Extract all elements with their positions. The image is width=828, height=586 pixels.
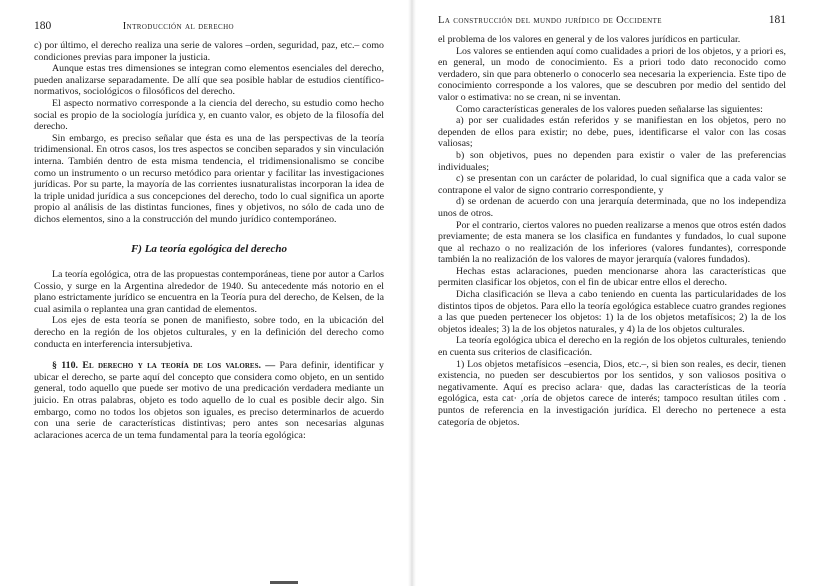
paragraph: Los ejes de esta teoría se ponen de manifiesto, sobre todo, en la ubicación del derecho en la región de los objetos culturales, y en la definición del derecho como conducta en interferencia intersubjetiva. <box>34 315 384 350</box>
paragraph: a) por ser cualidades están referidos y se manifiestan en los objetos, pero no dependen de ellos para existir; no debe, pues, identificarse el valor con las cosas valiosas; <box>438 115 786 150</box>
paragraph: La teoría egológica ubica el derecho en la región de los objetos culturales, teniendo en cuenta sus criterios de clasificación. <box>438 335 786 359</box>
paragraph: Como características generales de los valores pueden señalarse las siguientes: <box>456 103 763 115</box>
page-number: 181 <box>768 14 786 26</box>
left-page-header <box>34 20 384 40</box>
paragraph: b) son objetivos, pues no dependen para existir o valer de las preferencias individuales; <box>438 149 786 173</box>
right-page-header <box>438 14 786 34</box>
paragraph: Aunque estas tres dimensiones se integran como elementos esenciales del derecho, pueden analizarse separadamente. De allí que sea posible hablar de estudios científico-normativos, sociológicos o filosóficos del derecho. <box>34 63 384 98</box>
section-110-paragraph <box>34 360 384 441</box>
paragraph: 1) Los objetos metafísicos –esencia, Dios, etc.–, si bien son reales, es decir, tienen existencia, no pueden ser descubiertos por los sentidos, y son valiosos positiva o negativamente. Aquí es preciso aclara· que, dadas las características de la teoría egológica, esta cat· ,oría de objetos carece de interés; tampoco resultan útiles com . puntos de referencia en la investigación jurídica. El derecho no pertenece a esta categoría de objetos. <box>438 358 786 428</box>
section-110-label: § 110. El derecho y la teoría de los valores. — <box>52 360 276 372</box>
paragraph: La teoría egológica, otra de las propuestas contemporáneas, tiene por autor a Carlos Cossio, y surge en la Argentina alrededor de 1940. Su antecedente más notorio en el plano estrictamente jurídico se encuentra en la Teoría pura del derecho, de Kelsen, de la cual asimila o replantea una gran cantidad de elementos. <box>34 269 384 315</box>
left-body-text <box>34 40 384 441</box>
right-body-text <box>438 34 786 428</box>
section-heading: F) La teoría egológica del derecho <box>130 242 288 255</box>
scan-mark <box>270 581 298 584</box>
paragraph: Sin embargo, es preciso señalar que ésta es una de las perspectivas de la teoría tridimensional. En otros casos, los tres aspectos se conciben separados y sin vinculación interna. También dentro de esta misma tendencia, el tridimensionalismo se concibe como un instrumento o un recurso metódico para orientar y facilitar las investigaciones jurídicas. Por su parte, la mayoría de las corrientes iusnaturalistas incorporan la idea de la triple unidad jurídica a sus concepciones del derecho, todo lo cual significa un aporte propio al análisis de las distintas funciones, fines y objetivos, no sólo de cada uno de dichos elementos, sino a la construcción del mundo jurídico contemporáneo. <box>34 132 384 225</box>
paragraph: Los valores se entienden aquí como cualidades a priori de los objetos, y a priori es, en general, un modo de conocimiento. Es a priori todo dato reconocido como verdadero, sin que para obtenerlo o conocerlo sea necesaria la experiencia. Este tipo de conocimiento corresponde a los valores, que se descubren por medio del sentido del valor o estimativa: no se crean, ni se inventan. <box>438 45 786 103</box>
paragraph: Hechas estas aclaraciones, pueden mencionarse ahora las características que permiten clasificar los objetos, con el fin de ubicar entre ellos el derecho. <box>438 265 786 289</box>
paragraph: c) por último, el derecho realiza una serie de valores –orden, seguridad, paz, etc.– como condiciones previas para imponer la justicia. <box>34 40 384 63</box>
section-110-text: Para definir, identificar y ubicar el derecho, se parte aquí del concepto que considera como objeto, en un sentido general, todo aquello que puede ser motivo de una predicación verdadera mediante un juicio. En otras palabras, objeto es todo aquello de lo cual es posible decir algo. Sin embargo, como no todos los objetos son iguales, es preciso determinarlos de acuerdo con una serie de características distintivas; pero antes son necesarias algunas aclaraciones acerca de un tema fundamental para la teoría egológica: <box>34 360 384 441</box>
left-page <box>0 0 412 586</box>
running-head: La construcción del mundo jurídico de Occidente <box>438 15 662 26</box>
paragraph: d) se ordenan de acuerdo con una jerarquía determinada, que no los independiza unos de otros. <box>438 196 786 219</box>
running-head: Introducción al derecho <box>122 21 234 32</box>
page-number: 180 <box>34 20 52 32</box>
paragraph: c) se presentan con un carácter de polaridad, lo cual significa que a cada valor se contrapone el valor de signo contrario correspondiente, y <box>438 173 786 196</box>
paragraph: el problema de los valores en general y de los valores jurídicos en particular. <box>438 34 741 45</box>
paragraph: Dicha clasificación se lleva a cabo teniendo en cuenta las particularidades de los distintos tipos de objetos. Para ello la teoría egológica establece cuatro grandes regiones a las que pueden pertenecer los objetos: 1) la de los objetos metafísicos; 2) la de los objetos ideales; 3) la de los objetos naturales, y 4) la de los objetos culturales. <box>438 289 786 335</box>
right-page <box>414 0 828 586</box>
paragraph: Por el contrario, ciertos valores no pueden realizarse a menos que otros estén dados previamente; de esta manera se los clasifica en fundantes y fundados, lo cual supone que al rechazo o no realización de los inferiores (valores fundantes), corresponde también la no realización de los valores de mayor jerarquía (valores fundados). <box>438 219 786 266</box>
paragraph: El aspecto normativo corresponde a la ciencia del derecho, su estudio como hecho social es propio de la sociología jurídica y, en cuanto valor, es objeto de la filosofía del derecho. <box>34 97 384 133</box>
